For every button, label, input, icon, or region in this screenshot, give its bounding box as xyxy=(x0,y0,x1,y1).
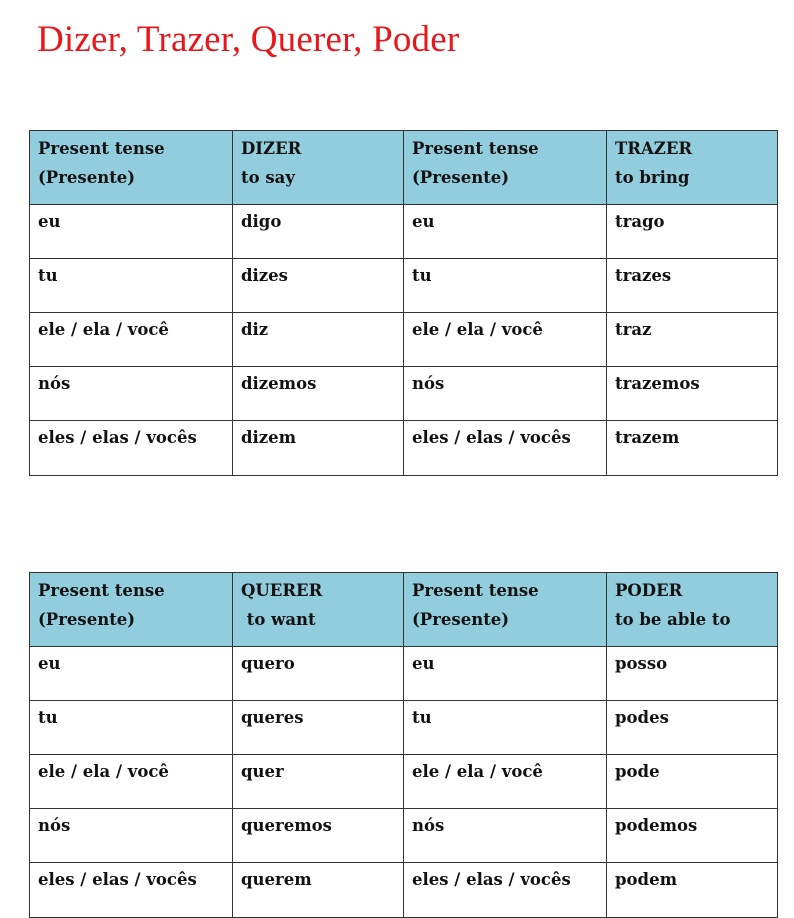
table-header-row xyxy=(404,573,778,647)
table-row xyxy=(30,367,404,421)
pronoun-cell: tu xyxy=(404,259,607,313)
verb-form-cell: diz xyxy=(233,313,404,367)
verb-form-cell: quero xyxy=(233,647,404,701)
pronoun-cell: eles / elas / vocês xyxy=(30,863,233,918)
header-tense-cell: Present tense (Presente) xyxy=(30,131,233,205)
verb-form-cell: dizem xyxy=(233,421,404,476)
verb-form-cell: posso xyxy=(607,647,778,701)
verb-form-cell: dizes xyxy=(233,259,404,313)
pronoun-cell: eu xyxy=(30,205,233,259)
table-header-row xyxy=(30,131,404,205)
header-verb-cell xyxy=(607,573,778,647)
page-title: Dizer, Trazer, Querer, Poder xyxy=(37,19,460,60)
verb-form-cell: queres xyxy=(233,701,404,755)
header-verb-cell xyxy=(233,573,404,647)
table-row xyxy=(404,205,778,259)
table-row xyxy=(404,755,778,809)
table-row xyxy=(30,755,404,809)
pronoun-cell: nós xyxy=(30,367,233,421)
verb-form-cell: trazem xyxy=(607,421,778,476)
pronoun-cell: eu xyxy=(404,205,607,259)
table-row xyxy=(30,863,404,918)
table-row xyxy=(30,421,404,476)
verb-meaning: to be able to xyxy=(615,610,731,629)
conjugation-table-dizer xyxy=(29,130,404,476)
verb-form-cell: trazemos xyxy=(607,367,778,421)
table-row xyxy=(404,259,778,313)
verb-form-cell: trazes xyxy=(607,259,778,313)
table-row xyxy=(404,647,778,701)
verb-meaning: to say xyxy=(241,168,295,187)
verb-name: QUERER xyxy=(241,581,323,600)
table-row xyxy=(30,647,404,701)
verb-name: TRAZER xyxy=(615,139,693,158)
pronoun-cell: ele / ela / você xyxy=(30,755,233,809)
table-row xyxy=(404,863,778,918)
conjugation-table-trazer xyxy=(403,130,778,476)
pronoun-cell: ele / ela / você xyxy=(404,313,607,367)
verb-form-cell: pode xyxy=(607,755,778,809)
pronoun-cell: ele / ela / você xyxy=(404,755,607,809)
verb-form-cell: querem xyxy=(233,863,404,918)
conjugation-table-querer xyxy=(29,572,404,918)
header-tense-cell: Present tense (Presente) xyxy=(404,573,607,647)
pronoun-cell: eles / elas / vocês xyxy=(30,421,233,476)
pronoun-cell: tu xyxy=(30,259,233,313)
verb-form-cell: digo xyxy=(233,205,404,259)
header-verb-cell xyxy=(233,131,404,205)
verb-form-cell: trago xyxy=(607,205,778,259)
table-row xyxy=(404,701,778,755)
verb-form-cell: queremos xyxy=(233,809,404,863)
verb-form-cell: traz xyxy=(607,313,778,367)
verb-form-cell: podemos xyxy=(607,809,778,863)
pronoun-cell: nós xyxy=(404,367,607,421)
verb-name: DIZER xyxy=(241,139,302,158)
verb-form-cell: podem xyxy=(607,863,778,918)
table-row xyxy=(30,701,404,755)
table-row xyxy=(404,367,778,421)
pronoun-cell: eu xyxy=(30,647,233,701)
pronoun-cell: eles / elas / vocês xyxy=(404,863,607,918)
header-verb-cell xyxy=(607,131,778,205)
pronoun-cell: tu xyxy=(30,701,233,755)
table-row xyxy=(404,421,778,476)
pronoun-cell: nós xyxy=(30,809,233,863)
verb-form-cell: podes xyxy=(607,701,778,755)
pronoun-cell: eu xyxy=(404,647,607,701)
table-row xyxy=(30,259,404,313)
conjugation-table-poder xyxy=(403,572,778,918)
pronoun-cell: nós xyxy=(404,809,607,863)
table-row xyxy=(30,313,404,367)
table-row xyxy=(30,809,404,863)
header-tense-cell: Present tense (Presente) xyxy=(404,131,607,205)
pronoun-cell: tu xyxy=(404,701,607,755)
table-header-row xyxy=(404,131,778,205)
verb-form-cell: dizemos xyxy=(233,367,404,421)
verb-meaning: to bring xyxy=(615,168,690,187)
verb-name: PODER xyxy=(615,581,683,600)
pronoun-cell: ele / ela / você xyxy=(30,313,233,367)
verb-meaning: to want xyxy=(241,610,316,629)
table-row xyxy=(30,205,404,259)
pronoun-cell: eles / elas / vocês xyxy=(404,421,607,476)
header-tense-cell: Present tense (Presente) xyxy=(30,573,233,647)
table-row xyxy=(404,809,778,863)
table-header-row xyxy=(30,573,404,647)
verb-form-cell: quer xyxy=(233,755,404,809)
table-row xyxy=(404,313,778,367)
